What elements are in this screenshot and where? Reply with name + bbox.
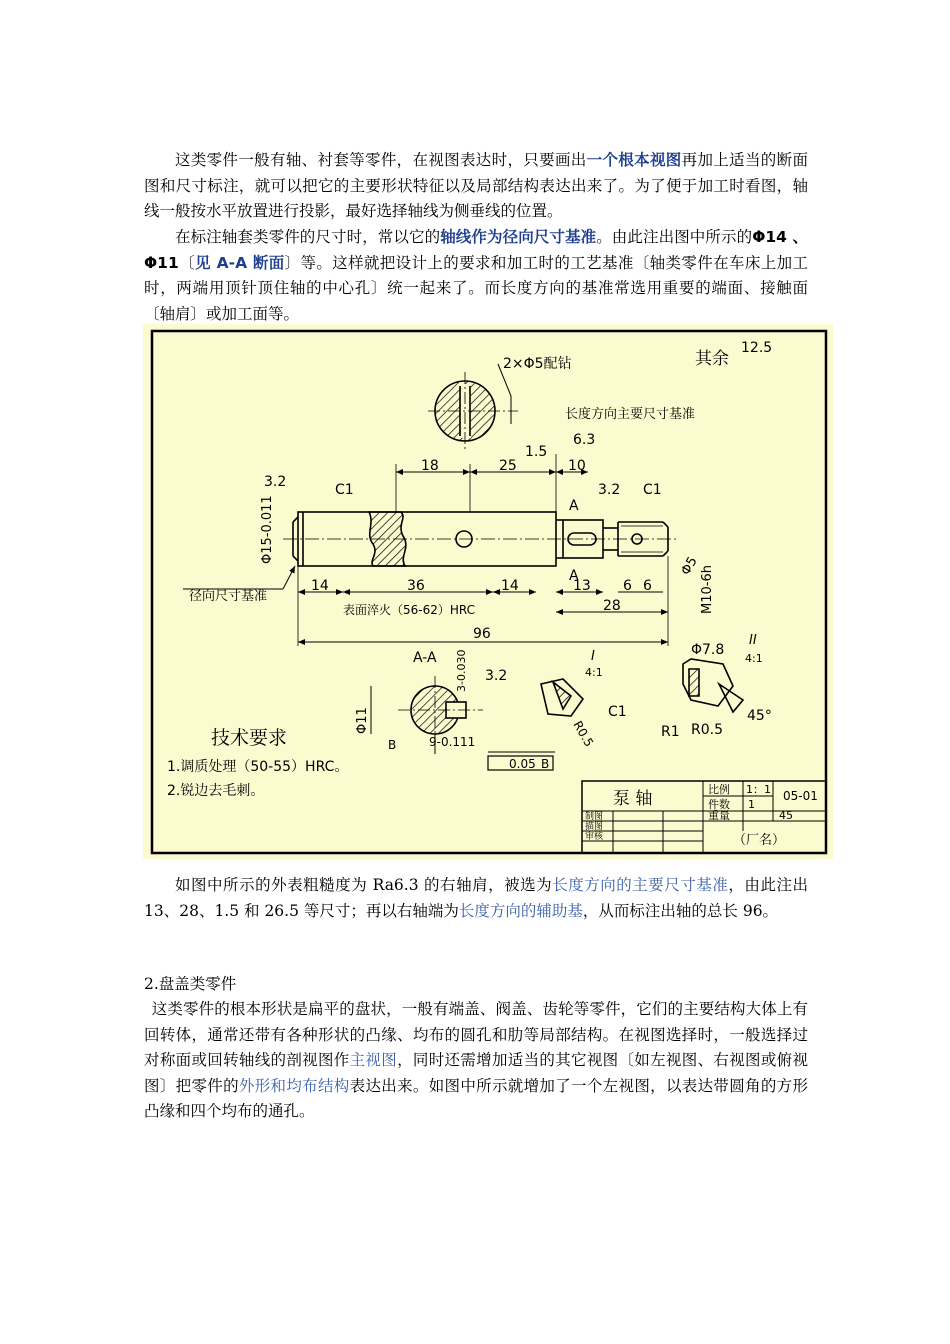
tb-qty-label: 件数 — [708, 798, 730, 811]
detail-2-label: II — [749, 633, 757, 648]
detail-1-r05: R0.5 — [570, 718, 597, 750]
datum-b: B — [388, 738, 397, 752]
p2-text-2: 。由此注出图中所示的 — [596, 228, 753, 246]
dim-13: 13 — [573, 578, 591, 594]
tb-part-name: 泵 轴 — [613, 789, 653, 809]
label-length-datum: 长度方向主要尺寸基准 — [565, 407, 696, 422]
dim-phi11: Φ11 — [355, 707, 370, 734]
section-mark-a-bottom: A — [569, 568, 579, 584]
dim-10: 10 — [568, 458, 586, 474]
detail-1-label: I — [591, 649, 595, 664]
dim-96: 96 — [473, 626, 491, 642]
dim-r1: R1 — [661, 724, 680, 740]
dim-phi7-8: Φ7.8 — [691, 642, 725, 658]
dim-18: 18 — [421, 458, 439, 474]
p2-text-1: 在标注轴套类零件的尺寸时，常以它的 — [175, 228, 441, 246]
link-section-aa[interactable]: 见 A-A 断面 — [195, 253, 285, 272]
dim-r0-5: R0.5 — [691, 722, 723, 738]
note-holes: 2×Φ5配钻 — [503, 356, 572, 372]
tech-req-title: 技术要求 — [211, 727, 288, 749]
section-heading-disc-parts: 2.盘盖类零件 — [144, 975, 237, 993]
dim-6-a: 6 — [623, 578, 632, 594]
link-axis-datum[interactable]: 轴线作为径向尺寸基准 — [440, 228, 597, 246]
dim-25: 25 — [499, 458, 517, 474]
label-hardening: 表面淬火（56-62）HRC — [343, 603, 476, 617]
ra-6-3: 6.3 — [573, 432, 596, 448]
ra-3-2-left: 3.2 — [264, 474, 287, 490]
p3-text-1: 如图中所示的外表粗糙度为 Ra6.3 的右轴肩，被选为 — [175, 876, 553, 894]
p2-bold-diameters: Φ14 、Φ11 — [144, 228, 808, 272]
p4-text-1: 这类零件的根本形状是扁平的盘状，一般有端盖、阀盖、齿轮等零件，它们的主要结构大体上有回转体，通常还带有各种形状的凸缘、均布的圆孔和肋等局部结构。在视图选择时，一般选择过对称面或回转轴线的剖视图作 — [144, 1000, 808, 1069]
note-rest-ra: 12.5 — [741, 340, 773, 356]
ra-3-2-section: 3.2 — [485, 668, 508, 684]
dim-1-5: 1.5 — [525, 444, 548, 460]
p3-text-2: ，由此注出 13、28、1.5 和 26.5 等尺寸；再以右轴端为 — [144, 876, 808, 920]
paragraph-radial-datum — [144, 225, 808, 327]
tb-scale-label: 比例 — [708, 783, 730, 796]
detail-2-scale: 4:1 — [745, 652, 763, 665]
tolerance-ref: B — [541, 757, 550, 771]
tb-draw: 制图 — [585, 812, 604, 822]
p4-text-2: ，同时还需增加适当的其它视图〔如左视图、右视图或俯视图〕把零件的 — [144, 1051, 808, 1095]
tb-check: 审核 — [585, 832, 604, 842]
dim-14-right: 14 — [501, 578, 519, 594]
chamfer-c1-left: C1 — [335, 482, 354, 498]
dim-m10: M10-6h — [700, 565, 715, 614]
p3-text-3: ，从而标注出轴的总长 96。 — [582, 901, 779, 920]
chamfer-c1-right: C1 — [643, 482, 662, 498]
p2-text-3: 〔 — [178, 253, 195, 272]
dim-angle-45: 45° — [747, 708, 772, 724]
link-main-view[interactable]: 主视图 — [349, 1051, 398, 1069]
paragraph-length-datum — [144, 873, 808, 924]
dim-9: 9-0.111 — [429, 735, 476, 749]
link-basic-view[interactable]: 一个根本视图 — [586, 151, 682, 169]
dim-14-left: 14 — [311, 578, 329, 594]
p1-text-2: 再加上适当的断面图和尺寸标注，就可以把它的主要形状特征以及局部结构表达出来了。为了便于加工时看图，轴线一般按水平放置进行投影，最好选择轴线为侧垂线的位置。 — [144, 151, 808, 220]
detail-1-scale: 4:1 — [585, 666, 603, 679]
tolerance-value: 0.05 — [509, 757, 536, 771]
tb-weight-label: 重量 — [708, 809, 730, 822]
link-length-main-datum[interactable]: 长度方向的主要尺寸基准 — [552, 876, 729, 894]
dim-36: 36 — [407, 578, 425, 594]
chamfer-c1-detail: C1 — [608, 704, 627, 720]
tb-material: 45 — [779, 809, 793, 822]
section-mark-a-top: A — [569, 498, 579, 514]
tb-qty: 1 — [748, 798, 755, 811]
tech-req-1: 1.调质处理（50-55）HRC。 — [167, 759, 349, 775]
dim-3: 3-0.030 — [455, 649, 468, 692]
tb-factory: （厂名） — [733, 833, 786, 848]
link-length-aux-datum[interactable]: 长度方向的辅助基 — [458, 901, 583, 920]
label-radial-datum: 径向尺寸基准 — [189, 589, 268, 604]
tb-trace: 描图 — [585, 822, 604, 832]
p2-text-4: 〕等。这样就把设计上的要求和加工时的工艺基准〔轴类零件在车床上加工时，两端用顶针顶住轴的中心孔〕统一起来了。而长度方向的基准常选用重要的端面、接触面〔轴肩〕或加工面等。 — [144, 253, 808, 323]
paragraph-disc-parts — [144, 997, 808, 1125]
p1-text-1: 这类零件一般有轴、衬套等零件，在视图表达时，只要画出 — [175, 151, 587, 169]
link-shape-structure[interactable]: 外形和均布结构 — [238, 1076, 350, 1095]
dim-6-b: 6 — [643, 578, 652, 594]
paragraph-intro — [144, 148, 808, 225]
p4-text-3: 表达出来。如图中所示就增加了一个左视图，以表达带圆角的方形凸缘和四个均布的通孔。 — [144, 1076, 808, 1120]
tb-drawing-no: 05-01 — [783, 789, 818, 803]
dim-28: 28 — [603, 598, 621, 614]
pump-shaft-drawing — [143, 324, 833, 859]
ra-3-2-right: 3.2 — [598, 482, 621, 498]
dim-phi15: Φ15-0.011 — [260, 495, 275, 564]
label-section-aa: A-A — [413, 650, 437, 666]
tech-req-2: 2.锐边去毛刺。 — [167, 783, 265, 799]
drawing-svg — [143, 324, 833, 859]
dim-phi5: Φ5 — [678, 554, 701, 578]
tb-scale: 1：1 — [746, 783, 771, 796]
note-rest: 其余 — [695, 349, 729, 369]
